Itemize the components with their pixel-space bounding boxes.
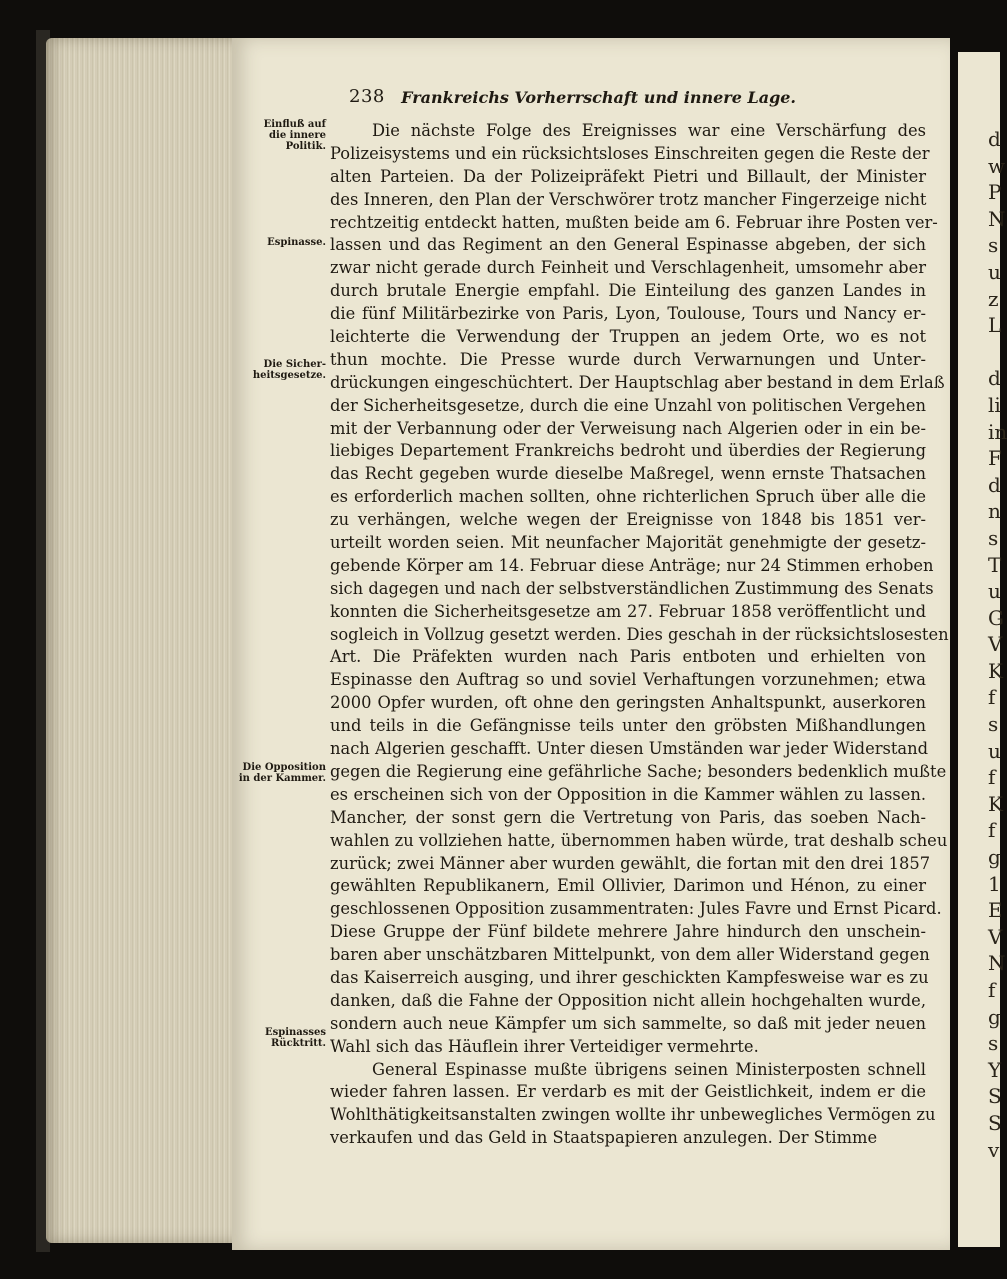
text-line: sogleich in Vollzug gesetzt werden. Dies geschah in der rücksichtslosesten xyxy=(330,624,949,644)
text-line: rechtzeitig entdeckt hatten, mußten beide am 6. Februar ihre Posten ver- xyxy=(330,212,938,232)
text-line: lassen und das Regiment an den General Espinasse abgeben, der sich xyxy=(330,235,926,255)
text-line: Wahl sich das Häuflein ihrer Verteidiger vermehrte. xyxy=(330,1036,759,1056)
text-line: und teils in die Gefängnisse teils unter den gröbsten Mißhandlungen xyxy=(330,716,926,736)
margin-note-espinasse: Espinasse. xyxy=(267,237,326,248)
text-line: es erscheinen sich von der Opposition in die Kammer wählen zu lassen. xyxy=(330,784,926,804)
text-line: zurück; zwei Männer aber wurden gewählt, die fortan mit den drei 1857 xyxy=(330,853,931,873)
text-line: drückungen eingeschüchtert. Der Hauptschlag aber bestand in dem Erlaß xyxy=(330,372,945,392)
margin-note-sicherheitsgesetze: Die Sicher- heitsgesetze. xyxy=(252,359,326,381)
text-line: Polizeisystems und ein rücksichtsloses Einschreiten gegen die Reste der xyxy=(330,143,930,163)
text-line: gewählten Republikanern, Emil Ollivier, Darimon und Hénon, zu einer xyxy=(330,876,926,896)
text-line: mit der Verbannung oder der Verweisung nach Algerien oder in ein be- xyxy=(330,418,926,438)
text-line: nach Algerien geschafft. Unter diesen Umständen war jeder Widerstand xyxy=(330,739,929,759)
text-line: des Inneren, den Plan der Verschwörer trotz mancher Fingerzeige nicht xyxy=(330,189,927,209)
text-line: urteilt worden seien. Mit neunfacher Majorität genehmigte der gesetz- xyxy=(330,533,926,553)
text-line: alten Parteien. Da der Polizeipräfekt Pietri und Billault, der Minister xyxy=(330,166,926,186)
text-line: es erforderlich machen sollten, ohne richterlichen Spruch über alle die xyxy=(330,487,926,507)
text-line: verkaufen und das Geld in Staatspapieren anzulegen. Der Stimme xyxy=(330,1128,878,1148)
text-line: danken, daß die Fahne der Opposition nicht allein hochgehalten wurde, xyxy=(330,990,926,1010)
text-line: gegen die Regierung eine gefährliche Sache; besonders bedenklich mußte xyxy=(330,761,947,781)
page-number: 238 xyxy=(349,86,385,107)
text-line: geschlossenen Opposition zusammentraten: Jules Favre und Ernst Picard. xyxy=(330,899,942,919)
text-line: General Espinasse mußte übrigens seinen Ministerposten schnell xyxy=(372,1059,926,1079)
body-text xyxy=(330,120,949,1150)
text-line: Wohlthätigkeitsanstalten zwingen wollte ihr unbewegliches Vermögen zu xyxy=(330,1105,936,1125)
text-line: wieder fahren lassen. Er verdarb es mit der Geistlichkeit, indem er die xyxy=(330,1082,926,1102)
text-line: zu verhängen, welche wegen der Ereignisse von 1848 bis 1851 ver- xyxy=(330,510,926,530)
page-header xyxy=(349,86,796,110)
facing-page-text: d w P N s u z L d li in F d n s T u G V K f s u f K f g 1 E V N f g s Y S S v xyxy=(988,127,1007,1162)
text-line: das Kaiserreich ausging, und ihrer geschickten Kampfesweise war es zu xyxy=(330,967,929,987)
text-line: sich dagegen und nach der selbstverständlichen Zustimmung des Senats xyxy=(330,578,934,598)
text-line: 2000 Opfer wurden, oft ohne den geringsten Anhaltspunkt, auserkoren xyxy=(330,693,926,713)
text-line: der Sicherheitsgesetze, durch die eine Unzahl von politischen Vergehen xyxy=(330,395,926,415)
text-line: Diese Gruppe der Fünf bildete mehrere Jahre hindurch den unschein- xyxy=(330,922,926,942)
margin-note-ruecktritt: Espinasses Rücktritt. xyxy=(264,1027,326,1049)
text-line: durch brutale Energie empfahl. Die Einteilung des ganzen Landes in xyxy=(330,281,926,301)
text-line: sondern auch neue Kämpfer um sich sammelte, so daß mit jeder neuen xyxy=(330,1013,926,1033)
text-line: zwar nicht gerade durch Feinheit und Verschlagenheit, umsomehr aber xyxy=(330,258,926,278)
facing-page-fragment xyxy=(958,52,1007,1247)
text-line: Die nächste Folge des Ereignisses war eine Verschärfung des xyxy=(372,121,926,140)
margin-note-einfluss: Einfluß auf die innere Politik. xyxy=(263,119,326,152)
text-line: Art. Die Präfekten wurden nach Paris entboten und erhielten von xyxy=(330,647,926,667)
text-line: liebiges Departement Frankreichs bedroht und überdies der Regierung xyxy=(330,441,926,461)
page-edges xyxy=(46,38,246,1243)
text-line: gebende Körper am 14. Februar diese Anträge; nur 24 Stimmen erhoben xyxy=(330,555,934,575)
text-line: die fünf Militärbezirke von Paris, Lyon, Toulouse, Tours und Nancy er- xyxy=(330,304,926,324)
text-line: Mancher, der sonst gern die Vertretung von Paris, das soeben Nach- xyxy=(330,807,926,827)
text-line: leichterte die Verwendung der Truppen an jedem Orte, wo es not xyxy=(330,327,926,347)
text-line: das Recht gegeben wurde dieselbe Maßregel, wenn ernste Thatsachen xyxy=(330,464,926,484)
text-line: Espinasse den Auftrag so und soviel Verhaftungen vorzunehmen; etwa xyxy=(330,670,926,690)
running-title: Frankreichs Vorherrschaft und innere Lage. xyxy=(401,88,796,107)
text-line: wahlen zu vollziehen hatte, übernommen haben würde, trat deshalb scheu xyxy=(330,830,948,850)
margin-note-opposition: Die Opposition in der Kammer. xyxy=(238,762,326,784)
text-line: baren aber unschätzbaren Mittelpunkt, von dem aller Widerstand gegen xyxy=(330,945,930,965)
text-line: konnten die Sicherheitsgesetze am 27. Februar 1858 veröffentlicht und xyxy=(330,601,926,621)
text-line: thun mochte. Die Presse wurde durch Verwarnungen und Unter- xyxy=(330,349,926,369)
